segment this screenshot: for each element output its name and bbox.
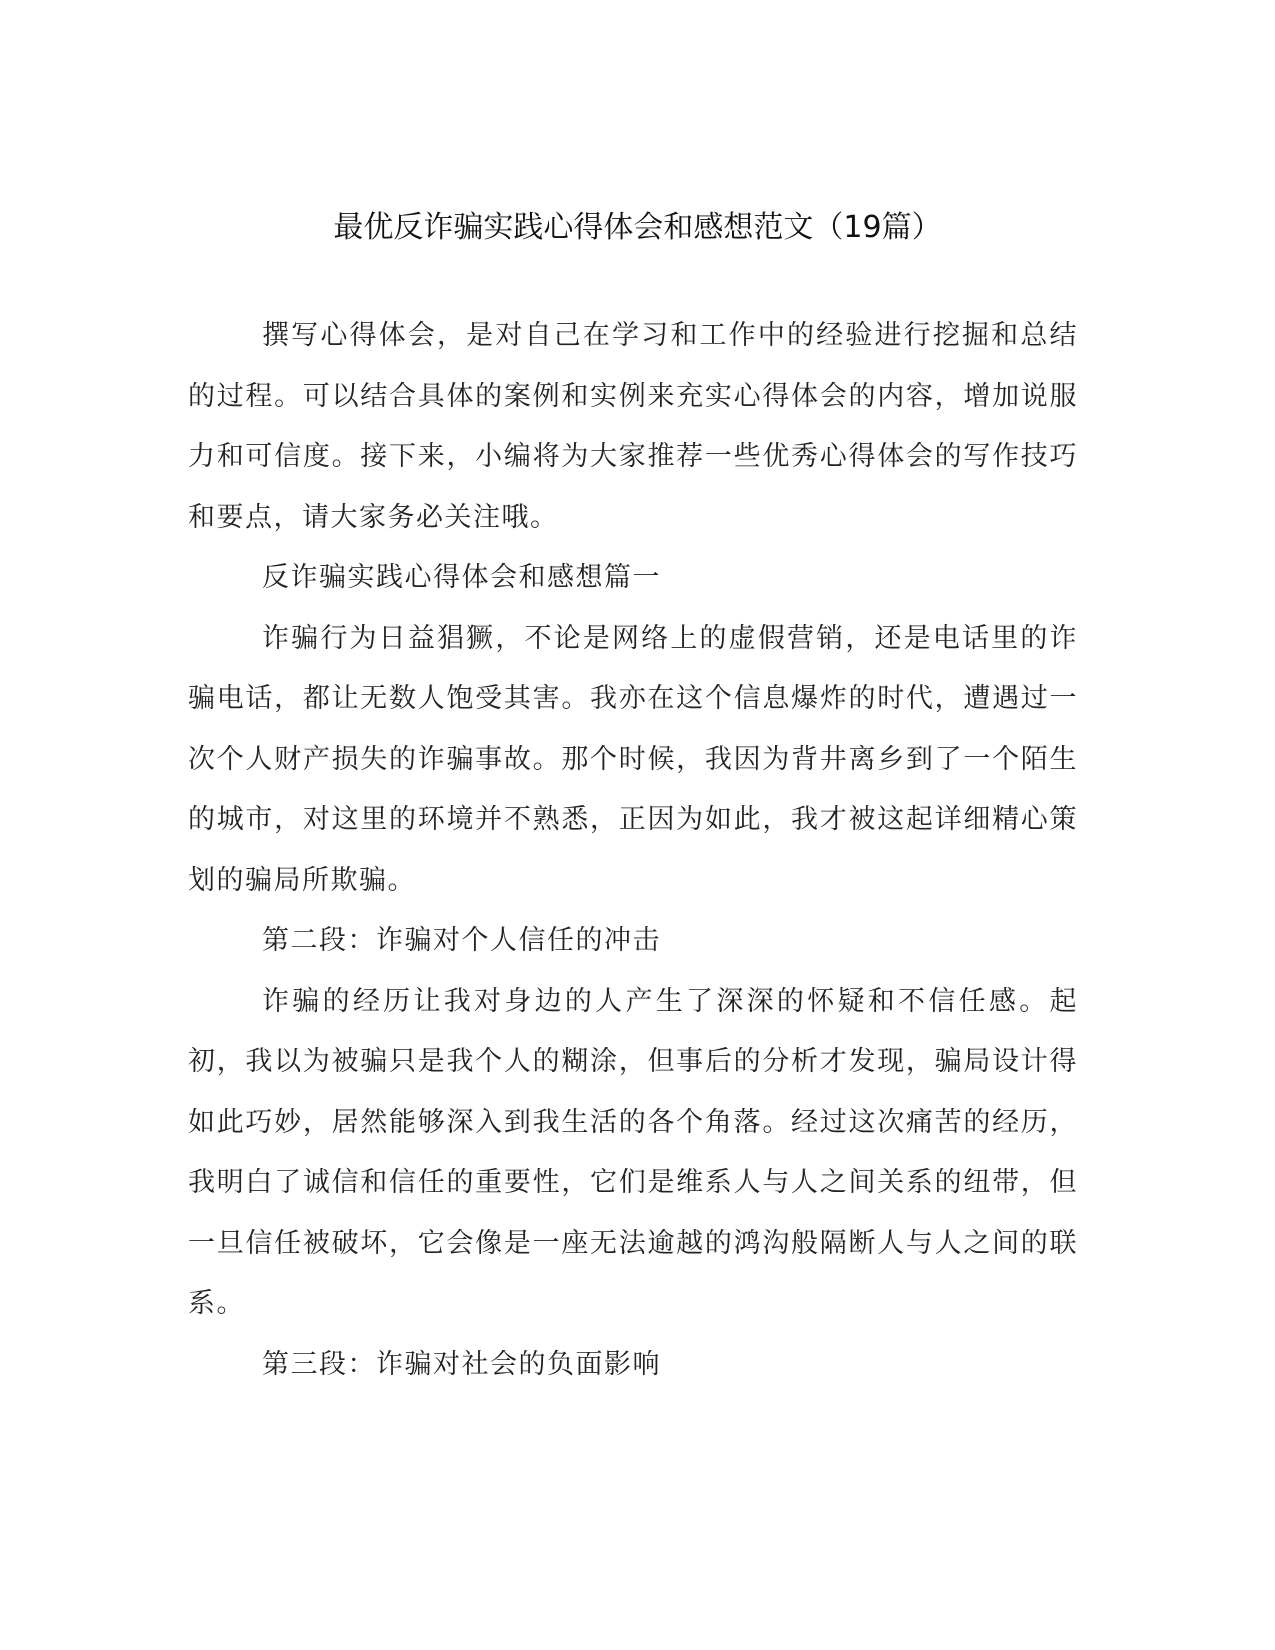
section-heading-part-one: 反诈骗实践心得体会和感想篇一 (262, 562, 661, 593)
paragraph-intro: 撰写心得体会，是对自己在学习和工作中的经验进行挖掘和总结的过程。可以结合具体的案例和实例来充实心得体会的内容，增加说服力和可信度。接下来，小编将为大家推荐一些优秀心得体会的写作技巧和要点，请大家务必关注哦。 (188, 320, 1078, 533)
section-heading-third: 第三段：诈骗对社会的负面影响 (262, 1348, 661, 1380)
section-heading-second: 第二段：诈骗对个人信任的冲击 (262, 925, 661, 956)
document-title: 最优反诈骗实践心得体会和感想范文（19篇） (333, 210, 942, 245)
paragraph-second: 诈骗的经历让我对身边的人产生了深深的怀疑和不信任感。起初，我以为被骗只是我个人的糊涂，但事后的分析才发现，骗局设计得如此巧妙，居然能够深入到我生活的各个角落。经过这次痛苦的经历，我明白了诚信和信任的重要性，它们是维系人与人之间关系的纽带，但一旦信任被破坏，它会像是一座无法逾越的鸿沟般隔断人与人之间的联系。 (188, 985, 1078, 1319)
paragraph-part-one: 诈骗行为日益猖獗，不论是网络上的虚假营销，还是电话里的诈骗电话，都让无数人饱受其害。我亦在这个信息爆炸的时代，遭遇过一次个人财产损失的诈骗事故。那个时候，我因为背井离乡到了一个陌生的城市，对这里的环境并不熟悉，正因为如此，我才被这起详细精心策划的骗局所欺骗。 (188, 622, 1078, 896)
document-body (188, 306, 1078, 1395)
